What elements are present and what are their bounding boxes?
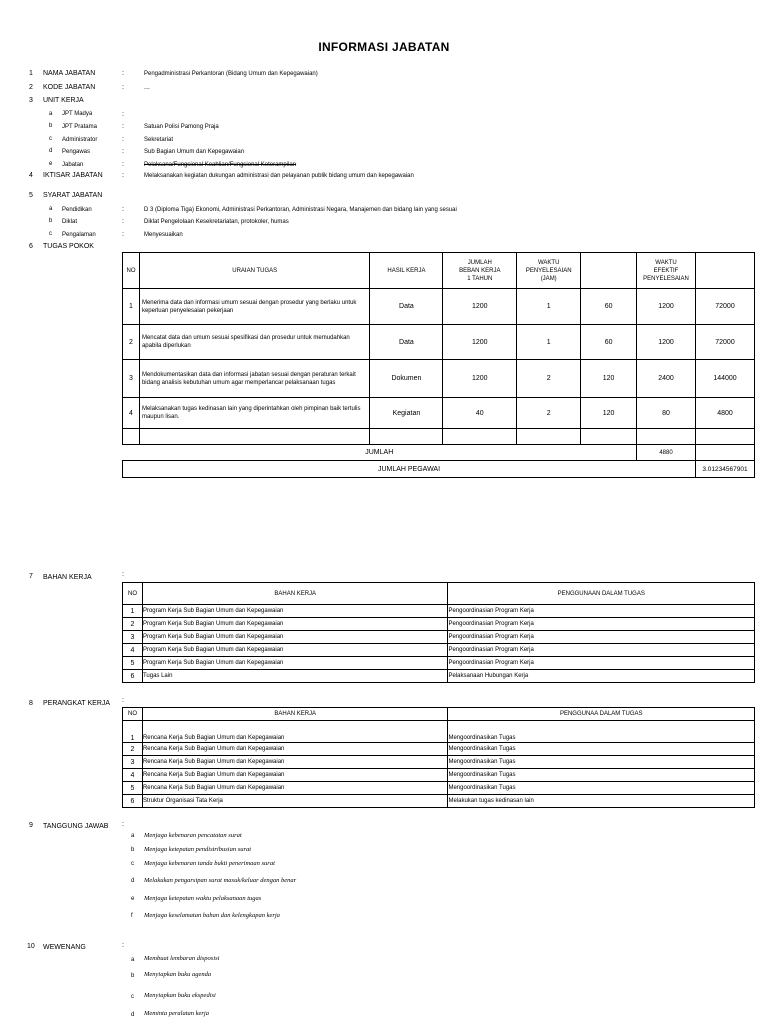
cell-hasil: Data (370, 325, 443, 360)
item-letter: d (131, 878, 135, 884)
colon: : (122, 70, 124, 77)
colon: : (122, 148, 124, 155)
cell-guna: Pengoordinasian Program Kerja (448, 631, 755, 644)
section-label-nama-jabatan: NAMA JABATAN (43, 70, 96, 77)
table-row (123, 721, 755, 743)
tanggung-jawab-item: Menjaga ketepatan pendistribusian surat (144, 846, 252, 853)
cell-no: 5 (123, 657, 143, 670)
cell-guna: Pengoordinasian Program Kerja (448, 657, 755, 670)
unit-label-jpt-madya: JPT Madya (62, 111, 93, 117)
table-row (123, 756, 755, 769)
section-number: 8 (29, 700, 33, 707)
item-letter: b (131, 847, 135, 853)
header-line: (JAM) (540, 275, 557, 282)
cell-no: 6 (123, 670, 143, 683)
unit-label-jabatan: Jabatan (62, 162, 84, 168)
cell-guna: Pengoordinasian Program Kerja (448, 618, 755, 631)
colon: : (122, 206, 124, 213)
item-letter: a (131, 833, 135, 839)
col-header-blank (695, 253, 754, 289)
cell-hasil: Dokumen (370, 360, 443, 398)
cell-guna: Mengoordinasikan Tugas (448, 769, 755, 782)
table-row (123, 605, 755, 618)
syarat-value-pengalaman: Menyesuaikan (144, 232, 183, 238)
cell-value: 120 (581, 398, 637, 429)
section-number: 6 (29, 243, 33, 250)
col-header-beban (443, 253, 517, 289)
section-number: 1 (29, 70, 33, 77)
page-title: INFORMASI JABATAN (318, 40, 450, 54)
cell-value: 1200 (637, 325, 696, 360)
cell-waktu: 2 (517, 360, 581, 398)
jumlah-label: JUMLAH (123, 445, 637, 461)
table-row (123, 618, 755, 631)
cell-no: 2 (123, 743, 143, 756)
item-letter: c (131, 994, 134, 1000)
table-row (123, 743, 755, 756)
header-line: JUMLAH (467, 259, 492, 266)
jumlah-pegawai-label: JUMLAH PEGAWAI (123, 461, 696, 478)
colon: : (122, 697, 124, 704)
jumlah-value: 4880 (637, 445, 696, 461)
cell-value: 120 (581, 360, 637, 398)
item-letter: a (131, 957, 135, 963)
section-number: 5 (29, 192, 33, 199)
cell-value: 144000 (695, 360, 754, 398)
header-line: EFEKTIF (653, 267, 679, 274)
table-row (123, 670, 755, 683)
section-label-tanggung-jawab: TANGGUNG JAWAB (43, 823, 109, 830)
cell-bahan: Rencana Kerja Sub Bagian Umum dan Kepegawaian (142, 743, 447, 756)
header-line: PENYELESAIAN (525, 267, 572, 274)
tugas-pokok-table (122, 252, 755, 478)
cell-value: 4800 (695, 398, 754, 429)
syarat-value-diklat: Diklat Pengelolaan Kesekretariatan, protokoler, humas (144, 219, 289, 225)
cell-beban: 1200 (443, 360, 517, 398)
cell-uraian: Melaksanakan tugas kedinasan lain yang diperintahkan oleh pimpinan baik tertulis maupun lisan. (139, 398, 370, 429)
colon: : (122, 218, 124, 225)
table-row (123, 769, 755, 782)
table-row (123, 644, 755, 657)
cell-no: 5 (123, 782, 143, 795)
item-letter: c (131, 861, 134, 867)
cell-uraian: Mendokumentasikan data dan informasi jabatan sesuai dengan peraturan terkait bidang analisis kebutuhan umum agar memperlancar pelaksanaan tugas (139, 360, 370, 398)
jumlah-pegawai-value: 3.01234567901 (695, 461, 754, 478)
wewenang-item: Meminta peralatan kerja (144, 1010, 209, 1017)
unit-label-pengawas: Pengawas (62, 149, 91, 155)
unit-label-jpt-pratama: JPT Pratama (62, 124, 97, 130)
unit-value-jpt-pratama: Satuan Polisi Pamong Praja (144, 124, 219, 130)
iktisar-value: Melaksanakan kegiatan dukungan administrasi dan pelayanan publik bidang umum dan kepegawaian (144, 173, 414, 179)
cell-no: 3 (123, 360, 140, 398)
syarat-label-pengalaman: Pengalaman (62, 232, 96, 238)
table-row-empty (123, 429, 755, 445)
item-letter: a (49, 206, 53, 212)
tanggung-jawab-item: Menjaga ketepatan waktu pelaksanaan tugas (144, 895, 262, 902)
perangkat-kerja-table (122, 707, 755, 808)
section-label-perangkat-kerja: PERANGKAT KERJA (43, 700, 111, 707)
col-header-no: NO (123, 253, 140, 289)
cell-guna: Pengoordinasian Program Kerja (448, 605, 755, 618)
section-number: 4 (29, 172, 33, 179)
cell-bahan: Program Kerja Sub Bagian Umum dan Kepegawaian (142, 657, 448, 670)
col-header-uraian: URAIAN TUGAS (139, 253, 370, 289)
table-row (123, 360, 755, 398)
nama-jabatan-value: Pengadministrasi Perkantoran (Bidang Umum dan Kepegawaian) (144, 71, 318, 77)
col-header-no: NO (123, 583, 143, 605)
section-number: 2 (29, 84, 33, 91)
cell-bahan: Program Kerja Sub Bagian Umum dan Kepegawaian (142, 631, 448, 644)
cell-no: 1 (123, 721, 143, 743)
col-header-hasil: HASIL KERJA (370, 253, 443, 289)
cell-value: 2400 (637, 360, 696, 398)
col-header-waktu (517, 253, 581, 289)
cell-no: 4 (123, 398, 140, 429)
item-letter: e (49, 161, 53, 167)
tanggung-jawab-item: Menjaga kebenaran pencatatan surat (144, 832, 242, 839)
cell-hasil: Kegiatan (370, 398, 443, 429)
item-letter: f (131, 913, 133, 919)
cell-no: 3 (123, 631, 143, 644)
tanggung-jawab-item: Menjaga keselamatan bahan dan kelengkapan kerja (144, 912, 280, 919)
table-row (123, 657, 755, 670)
cell-bahan: Rencana Kerja Sub Bagian Umum dan Kepegawaian (142, 756, 447, 769)
colon: : (122, 172, 124, 179)
cell-value: 60 (581, 289, 637, 325)
jumlah-row (123, 445, 755, 461)
cell-guna: Mengoordinasikan Tugas (448, 756, 755, 769)
section-number: 7 (29, 573, 33, 580)
colon: : (122, 136, 124, 143)
colon: : (122, 111, 124, 118)
cell-guna: Pengoordinasian Program Kerja (448, 644, 755, 657)
col-header-no: NO (123, 708, 143, 721)
colon: : (122, 821, 124, 828)
header-line: 1 TAHUN (467, 275, 493, 282)
item-letter: d (49, 148, 53, 154)
table-row (123, 398, 755, 429)
table-row (123, 795, 755, 808)
cell-hasil: Data (370, 289, 443, 325)
cell-value: 80 (637, 398, 696, 429)
cell-bahan: Rencana Kerja Sub Bagian Umum dan Kepegawaian (142, 721, 447, 743)
cell-no: 1 (123, 605, 143, 618)
header-line: WAKTU (537, 259, 560, 266)
colon: : (122, 571, 124, 578)
col-header-guna: PENGGUNAAN DALAM TUGAS (448, 583, 755, 605)
item-letter: a (49, 111, 53, 117)
colon: : (122, 161, 124, 168)
section-label-tugas-pokok: TUGAS POKOK (43, 243, 94, 250)
item-letter: b (49, 218, 53, 224)
colon: : (122, 123, 124, 130)
cell-guna: Mengoordinasikan Tugas (448, 782, 755, 795)
cell-waktu: 2 (517, 398, 581, 429)
cell-no: 2 (123, 325, 140, 360)
col-header-efektif (637, 253, 696, 289)
colon: : (122, 231, 124, 238)
unit-value-pengawas: Sub Bagian Umum dan Kepegawaian (144, 149, 245, 155)
cell-beban: 1200 (443, 325, 517, 360)
cell-bahan: Rencana Kerja Sub Bagian Umum dan Kepegawaian (142, 782, 447, 795)
kode-jabatan-value: ... (144, 84, 150, 91)
cell-guna: Mengoordinasikan Tugas (448, 721, 755, 743)
item-letter: e (131, 896, 135, 902)
table-row (123, 289, 755, 325)
unit-label-administrator: Administrator (62, 137, 98, 143)
wewenang-item: Membuat lembaran disposisi (144, 955, 220, 962)
syarat-label-pendidikan: Pendidikan (62, 207, 92, 213)
col-header-bahan: BAHAN KERJA (142, 708, 447, 721)
col-header-guna: PENGGUNAA DALAM TUGAS (448, 708, 755, 721)
cell-value: 72000 (695, 325, 754, 360)
item-letter: d (131, 1012, 135, 1018)
item-letter: b (49, 123, 53, 129)
cell-bahan: Program Kerja Sub Bagian Umum dan Kepegawaian (142, 618, 448, 631)
cell-value: 60 (581, 325, 637, 360)
wewenang-item: Menyiapkan buku agenda (144, 971, 212, 978)
cell-uraian: Menerima data dan informasi umum sesuai dengan prosedur yang berlaku untuk keperluan penyelesaian pekerjaan (139, 289, 370, 325)
header-line: WAKTU (655, 259, 677, 266)
cell-beban: 40 (443, 398, 517, 429)
cell-no: 3 (123, 756, 143, 769)
colon: : (122, 84, 124, 91)
cell-bahan: Struktur Organisasi Tata Kerja (142, 795, 447, 808)
section-label-unit-kerja: UNIT KERJA (43, 97, 84, 104)
cell-no: 4 (123, 769, 143, 782)
section-number: 10 (27, 943, 35, 950)
cell-uraian: Mencatat data dan umum sesuai spesifikasi dan prosedur untuk memudahkan apabila diperlukan (139, 325, 370, 360)
cell-guna: Mengoordinasikan Tugas (448, 743, 755, 756)
item-letter: c (49, 231, 52, 237)
unit-value-jabatan: Pelaksana/Fungsional Keahlian/Fungsional Keterampilan (144, 162, 297, 168)
header-line: BEBAN KERJA (459, 267, 501, 274)
cell-guna: Pelaksanaan Hubungan Kerja (448, 670, 755, 683)
bahan-kerja-table (122, 582, 755, 683)
tanggung-jawab-item: Menjaga kebenaran tanda bukti penerimaan surat (144, 860, 275, 867)
section-label-wewenang: WEWENANG (43, 944, 86, 951)
cell-no: 6 (123, 795, 143, 808)
cell-no: 1 (123, 289, 140, 325)
table-row (123, 325, 755, 360)
table-row (123, 631, 755, 644)
cell-value: 72000 (695, 289, 754, 325)
section-label-kode-jabatan: KODE JABATAN (43, 84, 96, 91)
section-number: 3 (29, 97, 33, 104)
table-row (123, 782, 755, 795)
section-label-iktisar: IKTISAR JABATAN (43, 172, 103, 179)
tanggung-jawab-item: Melakukan pengarsipan surat masuk/keluar dengan benar (144, 877, 297, 884)
cell-bahan: Program Kerja Sub Bagian Umum dan Kepegawaian (142, 644, 448, 657)
cell-waktu: 1 (517, 289, 581, 325)
syarat-value-pendidikan: D 3 (Diploma Tiga) Ekonomi, Administrasi Perkantoran, Administrasi Negara, Manajemen dan bidang lain yang sesuai (144, 207, 457, 213)
cell-guna: Melakukan tugas kedinasan lain (448, 795, 755, 808)
cell-beban: 1200 (443, 289, 517, 325)
cell-bahan: Program Kerja Sub Bagian Umum dan Kepegawaian (142, 605, 448, 618)
item-letter: c (49, 136, 52, 142)
cell-value: 1200 (637, 289, 696, 325)
cell-no: 2 (123, 618, 143, 631)
jumlah-pegawai-row (123, 461, 755, 478)
unit-value-administrator: Sekretariat (144, 137, 174, 143)
colon: : (122, 942, 124, 949)
cell-no: 4 (123, 644, 143, 657)
col-header-blank (581, 253, 637, 289)
header-line: PENYELESAIAN (643, 275, 689, 282)
section-number: 9 (29, 822, 33, 829)
syarat-label-diklat: Diklat (62, 219, 78, 225)
cell-bahan: Tugas Lain (142, 670, 448, 683)
section-label-syarat: SYARAT JABATAN (43, 192, 103, 199)
cell-bahan: Rencana Kerja Sub Bagian Umum dan Kepegawaian (142, 769, 447, 782)
section-label-bahan-kerja: BAHAN KERJA (43, 574, 92, 581)
col-header-bahan: BAHAN KERJA (142, 583, 448, 605)
wewenang-item: Menyiapkan buku ekspedisi (144, 992, 216, 999)
cell-waktu: 1 (517, 325, 581, 360)
item-letter: b (131, 973, 135, 979)
